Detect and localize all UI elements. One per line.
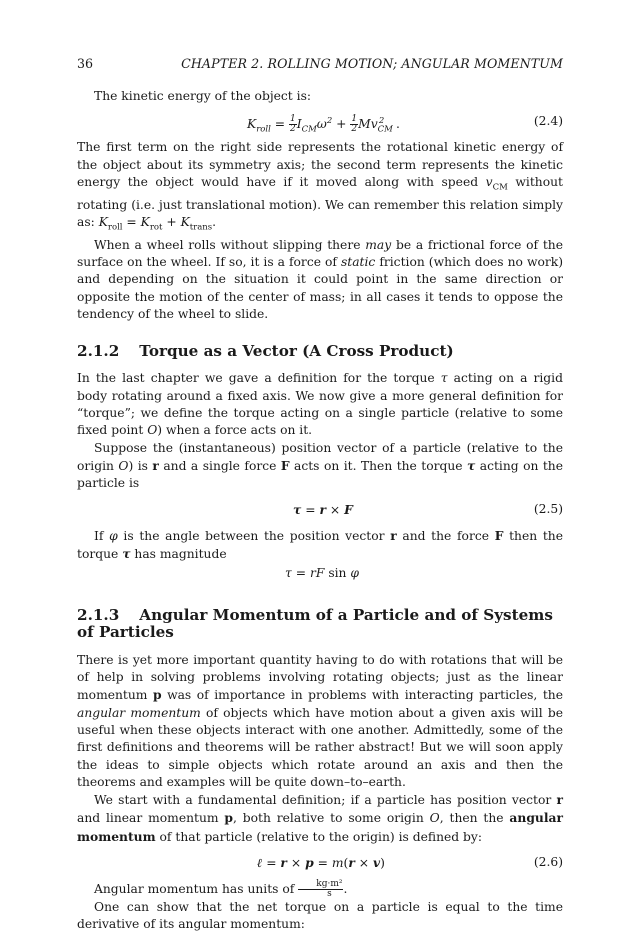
paragraph-ke-intro: The kinetic energy of the object is: xyxy=(94,89,312,103)
equation-2-4 xyxy=(77,109,563,135)
units-fraction: $\frac{\text{kg·m²}}{s}$ xyxy=(298,880,343,899)
equation-2-5 xyxy=(77,497,563,523)
paragraph-first-term: The first term on the right side represents the rotational kinetic energy of the object about its symmetry axis; the second term represents the kinetic energy the object would have if it moved along with speed $v_{CM}$ without rotating (i.e. just translational motion). We can remember this relation simply as: $K_{roll} = K_{rot} + K_{trans}$. xyxy=(77,140,563,233)
equation-2-5-math: τ = r × F xyxy=(293,501,353,517)
paragraph-wheel: When a wheel rolls without slipping there may be a frictional force of the surface on the wheel. If so, it is a force of static friction (which does no work) and depending on the situation it could point in the same direction or opposite the motion of the center of mass; in all cases it tends to oppose the tendency of the wheel to slide. xyxy=(77,237,564,321)
section-heading-2-1-3: 2.1.3 Angular Momentum of a Particle and of Systems of Particles xyxy=(77,606,553,642)
paragraph-show: One can show that the net torque on a particle is equal to the time derivative of its angular momentum: xyxy=(77,900,563,932)
page-body xyxy=(77,88,563,934)
equation-number: (2.4) xyxy=(533,114,563,129)
equation-number: (2.6) xyxy=(533,855,563,869)
page-number: 36 xyxy=(77,56,94,71)
paragraph-suppose: Suppose the (instantaneous) position vector of a particle (relative to the origin O) is r and a single force F acts on it. Then the torque τ acting on the particle is xyxy=(77,440,563,491)
equation-2-4-math: $K_{roll}$ = $\frac{1}{2}$ $I_{CM}\omega^2$ + $\frac{1}{2}$ $Mv_{CM}^2$ . xyxy=(247,114,400,135)
section-heading-2-1-2: 2.1.2 Torque as a Vector (A Cross Product) xyxy=(77,342,454,361)
paragraph-fundamental: We start with a fundamental definition; if a particle has position vector r and linear momentum p, both relative to some origin O, then the angular momentum of that particle (relative to the origin) is defined by: xyxy=(77,792,563,844)
equation-2-6 xyxy=(77,850,563,876)
equation-2-6-math: ℓ = r × p = m(r × v) xyxy=(257,855,385,870)
equation-number: (2.5) xyxy=(533,501,563,516)
equation-torque-magnitude xyxy=(77,563,563,587)
paragraph-units: Angular momentum has units of $\frac{\text{kg·m²}}{s}$ . xyxy=(94,879,348,899)
equation-torque-magnitude-math: τ = rF sin φ xyxy=(285,566,360,581)
running-title: CHAPTER 2. ROLLING MOTION; ANGULAR MOMENTUM xyxy=(181,56,563,71)
paragraph-yet-more: There is yet more important quantity having to do with rotations that will be of help in solving problems involving rotating objects; just as the linear momentum p was of importance in problems with interacting particles, the angular momentum of objects which have motion about a given axis will be useful when these objects interact with one another. Admittedly, some of the first definitions and theorems will be rather abstract! But we will soon apply the ideas to simple objects which rotate around an axis and then the theorems and examples will be quite down–to–earth. xyxy=(77,652,564,789)
running-header xyxy=(77,56,563,74)
paragraph-last-chapter: In the last chapter we gave a definition for the torque τ acting on a rigid body rotating around a fixed axis. We now give a more general definition for “torque”; we define the torque acting on a single particle (relative to some fixed point O) when a force acts on it. xyxy=(77,371,563,438)
paragraph-phi: If φ is the angle between the position vector r and the force F then the torque τ has magnitude xyxy=(77,527,563,561)
